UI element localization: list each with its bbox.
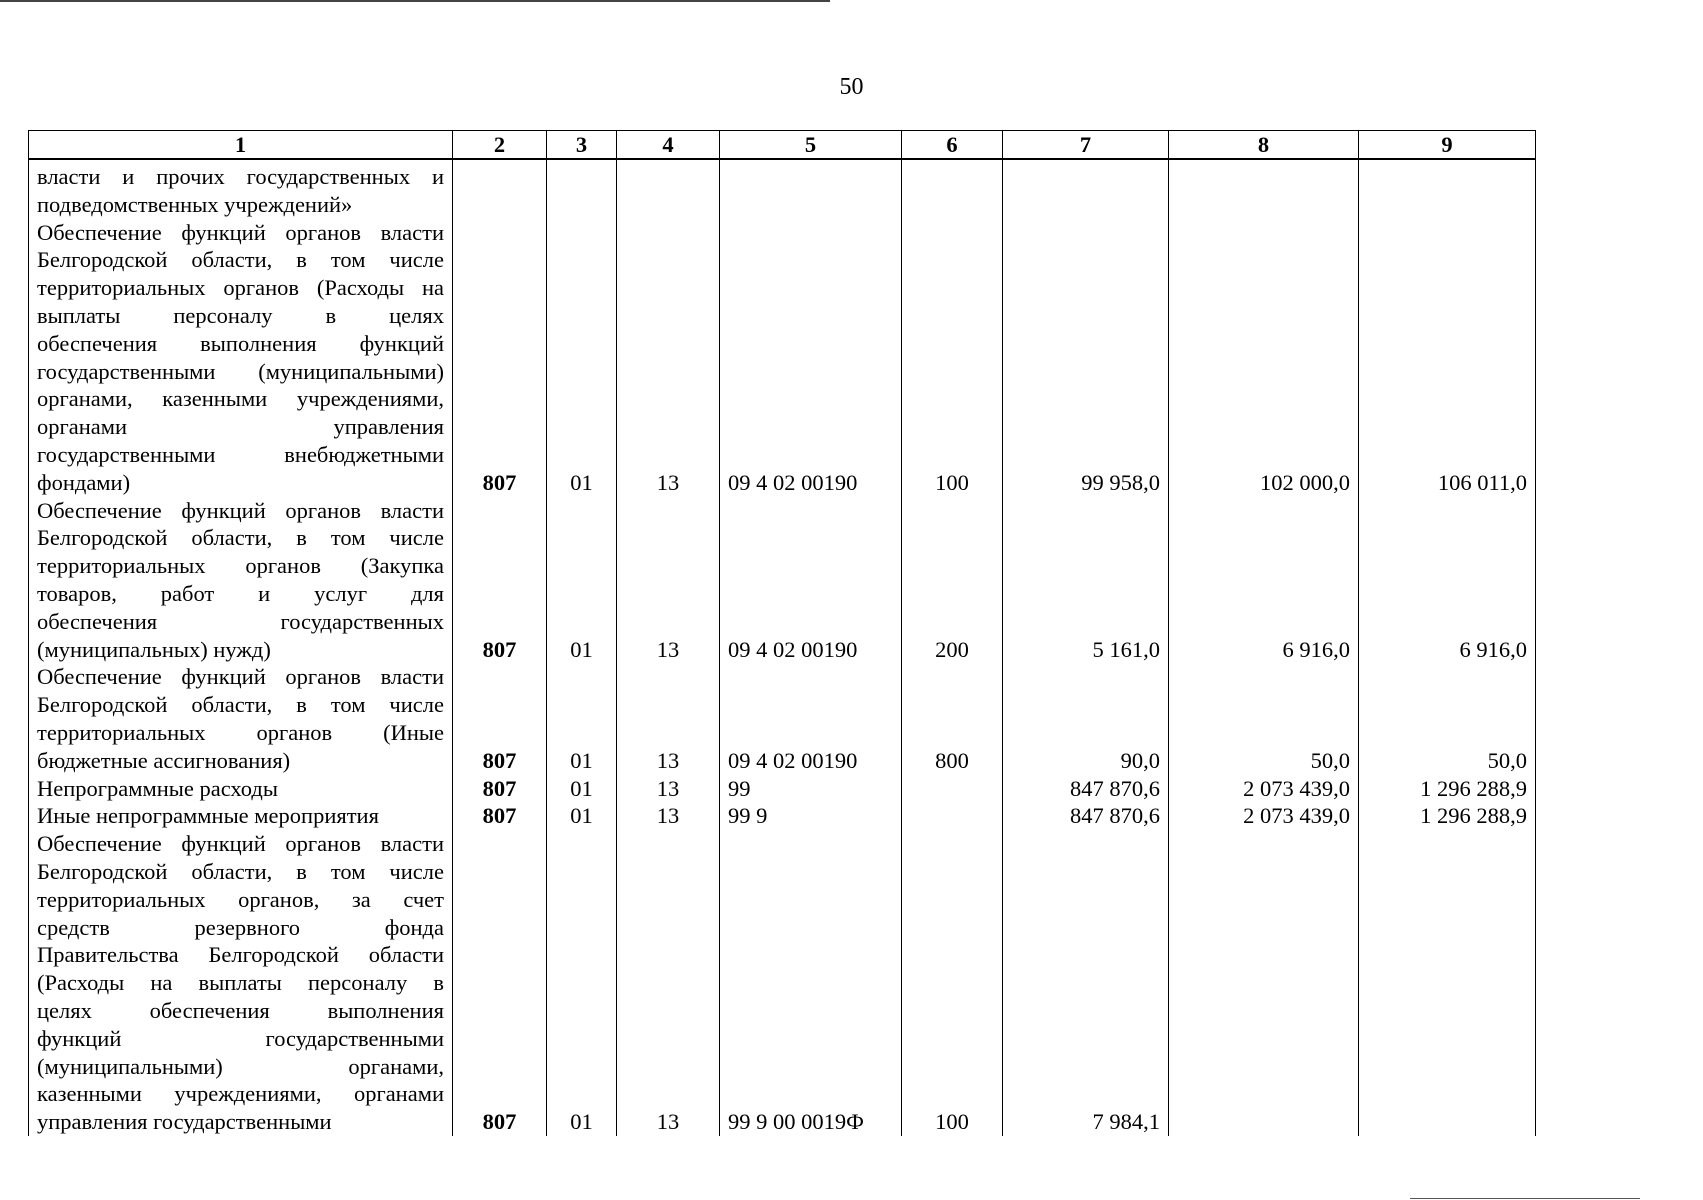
row-spacer [1536, 497, 1602, 664]
amount-col-9: 50,0 [1359, 663, 1536, 774]
row-description [29, 219, 453, 497]
description-line: Белгородской области, в том числе [37, 858, 444, 884]
description-line: Правительства Белгородской области [37, 942, 444, 968]
description-line: Обеспечение функций органов власти [37, 497, 444, 523]
description-line: территориальных органов (Закупка [37, 553, 444, 579]
row-spacer [1536, 775, 1602, 803]
table-row [29, 830, 1602, 1136]
description-line: территориальных органов, за счет [37, 886, 444, 912]
header-col-5: 5 [720, 131, 902, 160]
subsection-code: 13 [617, 775, 720, 803]
subsection-code: 13 [617, 663, 720, 774]
description-line: обеспечения государственных [37, 608, 444, 634]
ministry-code [453, 159, 547, 219]
ministry-code: 807 [453, 802, 547, 830]
header-spacer [1536, 131, 1602, 160]
ministry-code: 807 [453, 830, 547, 1136]
ministry-code: 807 [453, 663, 547, 774]
description-line: бюджетные ассигнования) [37, 747, 291, 773]
description-line: (муниципальных) нужд) [37, 636, 271, 662]
table-row [29, 663, 1602, 774]
header-col-4: 4 [617, 131, 720, 160]
subsection-code: 13 [617, 219, 720, 497]
target-article-code [720, 159, 902, 219]
subsection-code [617, 159, 720, 219]
amount-col-7: 847 870,6 [1003, 802, 1169, 830]
section-code: 01 [547, 802, 617, 830]
description-line: Непрограммные расходы [37, 775, 278, 801]
expense-type-code [902, 775, 1003, 803]
subsection-code: 13 [617, 802, 720, 830]
row-description [29, 663, 453, 774]
amount-col-7 [1003, 159, 1169, 219]
amount-col-9 [1359, 159, 1536, 219]
description-line: территориальных органов (Расходы на [37, 275, 444, 301]
table-row [29, 497, 1602, 664]
table-row [29, 219, 1602, 497]
amount-col-7: 99 958,0 [1003, 219, 1169, 497]
row-description [29, 775, 453, 803]
row-spacer [1536, 159, 1602, 219]
expense-type-code [902, 159, 1003, 219]
target-article-code: 99 [720, 775, 902, 803]
top-edge-rule [0, 0, 830, 2]
description-line: казенными учреждениями, органами [37, 1081, 444, 1107]
description-line: (муниципальными) органами, [37, 1053, 444, 1079]
row-spacer [1536, 830, 1602, 1136]
amount-col-8: 2 073 439,0 [1169, 802, 1359, 830]
description-line: (Расходы на выплаты персоналу в [37, 970, 444, 996]
row-description [29, 802, 453, 830]
description-line: подведомственных учреждений» [37, 191, 353, 217]
page-number: 50 [839, 74, 864, 100]
expense-type-code: 800 [902, 663, 1003, 774]
table-row [29, 159, 1602, 219]
target-article-code: 99 9 [720, 802, 902, 830]
section-code: 01 [547, 663, 617, 774]
amount-col-8: 2 073 439,0 [1169, 775, 1359, 803]
row-description [29, 830, 453, 1136]
description-line: государственными (муниципальными) [37, 358, 444, 384]
description-line: власти и прочих государственных и [37, 164, 444, 189]
amount-col-7: 90,0 [1003, 663, 1169, 774]
description-line: территориальных органов (Иные [37, 719, 444, 745]
subsection-code: 13 [617, 830, 720, 1136]
description-line: товаров, работ и услуг для [37, 580, 444, 606]
amount-col-7: 847 870,6 [1003, 775, 1169, 803]
row-spacer [1536, 802, 1602, 830]
amount-col-9: 1 296 288,9 [1359, 802, 1536, 830]
header-col-7: 7 [1003, 131, 1169, 160]
amount-col-8: 6 916,0 [1169, 497, 1359, 664]
header-col-3: 3 [547, 131, 617, 160]
target-article-code: 09 4 02 00190 [720, 663, 902, 774]
amount-col-9: 1 296 288,9 [1359, 775, 1536, 803]
ministry-code: 807 [453, 219, 547, 497]
section-code: 01 [547, 775, 617, 803]
row-spacer [1536, 663, 1602, 774]
header-col-9: 9 [1359, 131, 1536, 160]
section-code: 01 [547, 219, 617, 497]
description-line: Обеспечение функций органов власти [37, 664, 444, 690]
description-line: фондами) [37, 469, 131, 495]
amount-col-8 [1169, 830, 1359, 1136]
section-code [547, 159, 617, 219]
description-line: управления государственными [37, 1109, 332, 1135]
amount-col-9: 6 916,0 [1359, 497, 1536, 664]
row-spacer [1536, 219, 1602, 497]
section-code: 01 [547, 497, 617, 664]
amount-col-7: 7 984,1 [1003, 830, 1169, 1136]
section-code: 01 [547, 830, 617, 1136]
budget-table [28, 130, 1602, 1136]
amount-col-9: 106 011,0 [1359, 219, 1536, 497]
table-row [29, 802, 1602, 830]
description-line: выплаты персоналу в целях [37, 302, 444, 328]
description-line: органами управления [37, 414, 444, 440]
description-line: функций государственными [37, 1025, 444, 1051]
row-description [29, 497, 453, 664]
row-description [29, 159, 453, 219]
description-line: Обеспечение функций органов власти [37, 831, 444, 857]
subsection-code: 13 [617, 497, 720, 664]
header-col-1: 1 [29, 131, 453, 160]
description-line: средств резервного фонда [37, 914, 444, 940]
expense-type-code [902, 802, 1003, 830]
description-line: Белгородской области, в том числе [37, 525, 444, 551]
ministry-code: 807 [453, 497, 547, 664]
amount-col-7: 5 161,0 [1003, 497, 1169, 664]
header-col-8: 8 [1169, 131, 1359, 160]
ministry-code: 807 [453, 775, 547, 803]
bottom-edge-rule [1410, 1198, 1640, 1199]
table-header-row [29, 131, 1602, 160]
description-line: целях обеспечения выполнения [37, 997, 444, 1023]
target-article-code: 99 9 00 0019Ф [720, 830, 902, 1136]
amount-col-8: 102 000,0 [1169, 219, 1359, 497]
description-line: Иные непрограммные мероприятия [37, 803, 379, 829]
target-article-code: 09 4 02 00190 [720, 497, 902, 664]
description-line: обеспечения выполнения функций [37, 330, 444, 356]
description-line: Обеспечение функций органов власти [37, 219, 444, 245]
expense-type-code: 100 [902, 219, 1003, 497]
amount-col-8: 50,0 [1169, 663, 1359, 774]
table-row [29, 775, 1602, 803]
description-line: Белгородской области, в том числе [37, 247, 444, 273]
description-line: органами, казенными учреждениями, [37, 386, 444, 412]
description-line: Белгородской области, в том числе [37, 692, 444, 718]
description-line: государственными внебюджетными [37, 441, 444, 467]
table-body [29, 159, 1602, 1136]
header-col-2: 2 [453, 131, 547, 160]
header-col-6: 6 [902, 131, 1003, 160]
expense-type-code: 100 [902, 830, 1003, 1136]
amount-col-9 [1359, 830, 1536, 1136]
amount-col-8 [1169, 159, 1359, 219]
target-article-code: 09 4 02 00190 [720, 219, 902, 497]
expense-type-code: 200 [902, 497, 1003, 664]
